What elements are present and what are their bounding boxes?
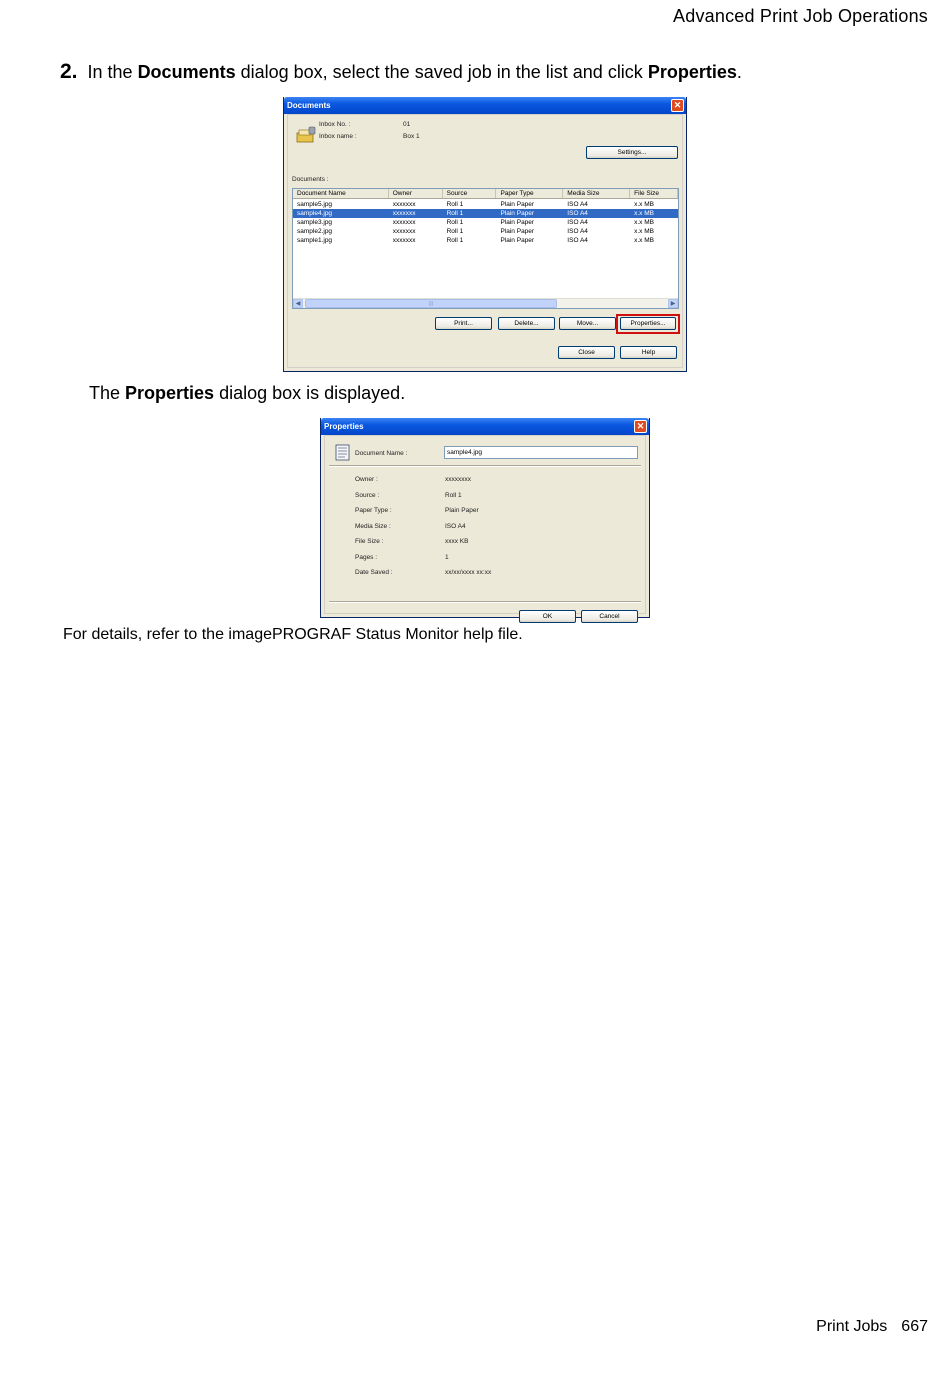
property-value: Plain Paper: [445, 507, 479, 514]
step-text-post: .: [736, 62, 742, 82]
property-label: Paper Type :: [355, 507, 392, 514]
properties-displayed-text: [89, 383, 405, 404]
step-bold-properties: Properties: [647, 62, 737, 82]
table-cell: x.x MB: [634, 201, 654, 208]
properties-button[interactable]: Properties...: [620, 317, 676, 330]
table-cell: Plain Paper: [500, 237, 535, 244]
table-row[interactable]: [293, 200, 678, 209]
column-header-owner[interactable]: Owner: [389, 189, 443, 198]
documents-list[interactable]: [292, 188, 679, 309]
property-value: 1: [445, 553, 449, 561]
ok-button[interactable]: OK: [519, 610, 576, 623]
table-cell: Roll 1: [446, 219, 464, 226]
cancel-button[interactable]: Cancel: [581, 610, 638, 623]
table-row[interactable]: [293, 227, 678, 236]
table-cell: ISO A4: [567, 219, 588, 226]
step-text-mid: dialog box, select the saved job in the list and click: [235, 62, 648, 82]
table-row[interactable]: [293, 236, 678, 245]
inbox-name-label: Inbox name :: [319, 133, 357, 140]
column-header-media-size[interactable]: Media Size: [563, 189, 630, 198]
document-icon: [335, 444, 351, 461]
properties-dialog-title: Properties: [324, 422, 364, 431]
table-cell: sample4.jpg: [297, 210, 333, 217]
table-cell: xxxxxxx: [392, 201, 416, 208]
property-label: Source :: [355, 491, 380, 499]
para-bold-properties: Properties: [125, 383, 215, 403]
properties-separator-top: [329, 465, 641, 467]
print-button[interactable]: Print...: [435, 317, 492, 330]
table-cell: xxxxxxx: [392, 210, 416, 217]
table-cell: sample2.jpg: [297, 228, 333, 235]
page-footer: [816, 1318, 928, 1336]
table-cell: x.x MB: [634, 210, 654, 217]
delete-button[interactable]: Delete...: [498, 317, 555, 330]
scroll-left-arrow-icon[interactable]: ◀: [293, 299, 303, 308]
property-value: Roll 1: [445, 491, 462, 499]
para-text-post: dialog box is displayed.: [214, 383, 406, 403]
settings-button[interactable]: Settings...: [586, 146, 678, 159]
step-text: [88, 62, 742, 83]
page-header-title: Advanced Print Job Operations: [673, 6, 928, 26]
documents-close-x-button[interactable]: ✕: [671, 99, 684, 112]
inbox-no-label: Inbox No. :: [319, 121, 351, 128]
document-name-label: Document Name :: [355, 450, 408, 457]
properties-dialog-body: [324, 435, 646, 620]
table-cell: Roll 1: [446, 210, 464, 217]
table-cell: Roll 1: [446, 237, 464, 244]
documents-dialog: [283, 97, 687, 372]
table-cell: xxxxxxx: [392, 228, 416, 235]
table-cell: Plain Paper: [500, 219, 535, 226]
properties-titlebar: [321, 418, 649, 435]
property-label: Date Saved :: [355, 569, 393, 576]
table-cell: x.x MB: [634, 228, 654, 235]
table-cell: Plain Paper: [500, 210, 535, 217]
table-cell: xxxxxxx: [392, 237, 416, 244]
property-value: ISO A4: [445, 522, 466, 530]
table-cell: ISO A4: [567, 201, 588, 208]
step-number: 2.: [60, 60, 78, 83]
properties-dialog: [320, 418, 650, 618]
property-label: Media Size :: [355, 522, 391, 530]
step-text-pre: In the: [87, 62, 138, 82]
inbox-name-value: Box 1: [403, 133, 420, 140]
column-header-source[interactable]: Source: [443, 189, 497, 198]
column-header-document-name[interactable]: Document Name: [293, 189, 389, 198]
properties-close-x-button[interactable]: ✕: [634, 420, 647, 433]
property-label: Owner :: [355, 476, 378, 483]
documents-list-label: Documents :: [292, 176, 329, 183]
table-cell: ISO A4: [567, 237, 588, 244]
scroll-thumb[interactable]: |||: [305, 299, 557, 308]
step-instruction: [60, 60, 742, 84]
property-value: xx/xx/xxxx xx:xx: [445, 569, 492, 576]
table-cell: ISO A4: [567, 210, 588, 217]
table-cell: Roll 1: [446, 201, 464, 208]
properties-separator-bottom: [329, 601, 641, 603]
column-header-file-size[interactable]: File Size: [630, 189, 678, 198]
documents-list-header: [293, 189, 678, 199]
table-cell: Plain Paper: [500, 228, 535, 235]
help-button[interactable]: Help: [620, 346, 677, 359]
documents-titlebar: [284, 97, 686, 114]
table-cell: Roll 1: [446, 228, 464, 235]
footer-section: Print Jobs: [816, 1318, 888, 1335]
details-text: For details, refer to the imagePROGRAF Status Monitor help file.: [63, 626, 523, 643]
property-label: File Size :: [355, 538, 384, 545]
table-cell: xxxxxxx: [392, 219, 416, 226]
table-cell: sample1.jpg: [297, 237, 333, 244]
table-row[interactable]: [293, 209, 678, 218]
column-header-paper-type[interactable]: Paper Type: [496, 189, 563, 198]
para-text-pre: The: [89, 383, 126, 403]
move-button[interactable]: Move...: [559, 317, 616, 330]
close-button[interactable]: Close: [558, 346, 615, 359]
table-row[interactable]: [293, 218, 678, 227]
property-value: xxxxxxxx: [445, 476, 471, 483]
table-cell: sample3.jpg: [297, 219, 333, 226]
property-label: Pages :: [355, 553, 378, 561]
table-cell: x.x MB: [634, 237, 654, 244]
scroll-right-arrow-icon[interactable]: ▶: [668, 299, 678, 308]
step-bold-documents: Documents: [137, 62, 236, 82]
table-cell: ISO A4: [567, 228, 588, 235]
documents-list-hscrollbar[interactable]: [293, 298, 678, 308]
property-value: xxxx KB: [445, 538, 469, 545]
document-name-field[interactable]: sample4.jpg: [444, 446, 638, 459]
documents-dialog-title: Documents: [287, 101, 331, 110]
table-cell: x.x MB: [634, 219, 654, 226]
documents-dialog-body: [287, 114, 683, 368]
table-cell: sample5.jpg: [297, 201, 333, 208]
footer-page-number: 667: [901, 1318, 928, 1335]
inbox-icon: [296, 126, 316, 144]
table-cell: Plain Paper: [500, 201, 535, 208]
inbox-no-value: 01: [403, 121, 411, 128]
